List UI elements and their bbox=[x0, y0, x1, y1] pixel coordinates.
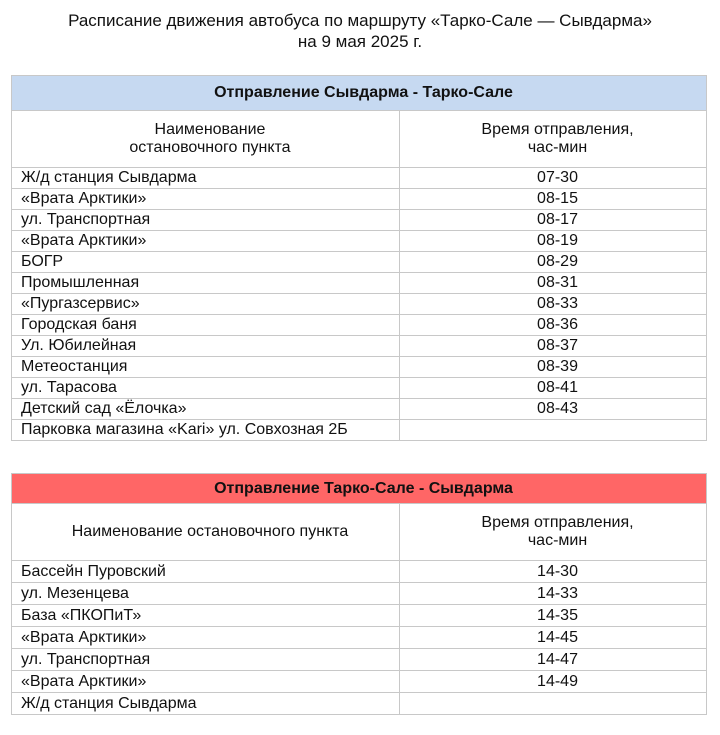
departure-time: 14-33 bbox=[400, 583, 707, 605]
stop-name: «Врата Арктики» bbox=[12, 671, 400, 693]
table-row bbox=[12, 210, 707, 231]
table-row bbox=[12, 671, 707, 693]
stop-name: ул. Тарасова bbox=[12, 378, 400, 399]
departure-time: 08-39 bbox=[400, 357, 707, 378]
table-row bbox=[12, 189, 707, 210]
table-header-return: Отправление Тарко-Сале - Сывдарма bbox=[12, 474, 707, 504]
departure-time bbox=[400, 693, 707, 715]
stop-name: Ул. Юбилейная bbox=[12, 336, 400, 357]
stop-name: Бассейн Пуровский bbox=[12, 561, 400, 583]
departure-time: 14-35 bbox=[400, 605, 707, 627]
departure-time bbox=[400, 420, 707, 441]
stop-name: ул. Транспортная bbox=[12, 649, 400, 671]
table-row bbox=[12, 399, 707, 420]
stop-name: Метеостанция bbox=[12, 357, 400, 378]
departure-time: 14-45 bbox=[400, 627, 707, 649]
stop-name: ул. Транспортная bbox=[12, 210, 400, 231]
table-row bbox=[12, 252, 707, 273]
stop-name: Ж/д станция Сывдарма bbox=[12, 693, 400, 715]
stop-name: Промышленная bbox=[12, 273, 400, 294]
departure-time: 08-17 bbox=[400, 210, 707, 231]
departure-time: 14-49 bbox=[400, 671, 707, 693]
departure-time: 08-37 bbox=[400, 336, 707, 357]
page-title bbox=[0, 10, 720, 52]
stop-name: БОГР bbox=[12, 252, 400, 273]
departure-time: 08-29 bbox=[400, 252, 707, 273]
table-row bbox=[12, 336, 707, 357]
table-row bbox=[12, 605, 707, 627]
stop-name: Парковка магазина «Kari» ул. Совхозная 2Б bbox=[12, 420, 400, 441]
stop-name: ул. Мезенцева bbox=[12, 583, 400, 605]
table-row bbox=[12, 315, 707, 336]
stop-name: «Врата Арктики» bbox=[12, 231, 400, 252]
table-row bbox=[12, 231, 707, 252]
stop-name: Городская баня bbox=[12, 315, 400, 336]
departure-time: 08-31 bbox=[400, 273, 707, 294]
departure-time: 14-47 bbox=[400, 649, 707, 671]
table-row bbox=[12, 378, 707, 399]
departure-time: 08-36 bbox=[400, 315, 707, 336]
column-header-time: Время отправления, час-мин bbox=[400, 111, 707, 168]
table-header-outbound: Отправление Сывдарма - Тарко-Сале bbox=[12, 76, 707, 111]
departure-time: 07-30 bbox=[400, 168, 707, 189]
title-line-2: на 9 мая 2025 г. bbox=[297, 32, 423, 51]
table-row bbox=[12, 649, 707, 671]
stop-name: Детский сад «Ёлочка» bbox=[12, 399, 400, 420]
stop-name: «Врата Арктики» bbox=[12, 627, 400, 649]
column-header-stop: Наименование остановочного пункта bbox=[12, 111, 400, 168]
departure-time: 14-30 bbox=[400, 561, 707, 583]
departure-time: 08-33 bbox=[400, 294, 707, 315]
stop-name: «Врата Арктики» bbox=[12, 189, 400, 210]
departure-time: 08-15 bbox=[400, 189, 707, 210]
departure-time: 08-41 bbox=[400, 378, 707, 399]
title-line-1: Расписание движения автобуса по маршруту «Тарко-Сале — Сывдарма» bbox=[68, 11, 652, 30]
table-row bbox=[12, 357, 707, 378]
table-row bbox=[12, 294, 707, 315]
stop-name: База «ПКОПиТ» bbox=[12, 605, 400, 627]
schedule-table-outbound bbox=[11, 75, 707, 441]
table-row bbox=[12, 627, 707, 649]
table-row bbox=[12, 561, 707, 583]
column-header-time: Время отправления, час-мин bbox=[400, 504, 707, 561]
stop-name: Ж/д станция Сывдарма bbox=[12, 168, 400, 189]
column-header-stop: Наименование остановочного пункта bbox=[12, 504, 400, 561]
table-row bbox=[12, 168, 707, 189]
table-row bbox=[12, 583, 707, 605]
schedule-table-return bbox=[11, 473, 707, 715]
stop-name: «Пургазсервис» bbox=[12, 294, 400, 315]
table-row bbox=[12, 273, 707, 294]
table-row bbox=[12, 420, 707, 441]
departure-time: 08-19 bbox=[400, 231, 707, 252]
table-row bbox=[12, 693, 707, 715]
departure-time: 08-43 bbox=[400, 399, 707, 420]
